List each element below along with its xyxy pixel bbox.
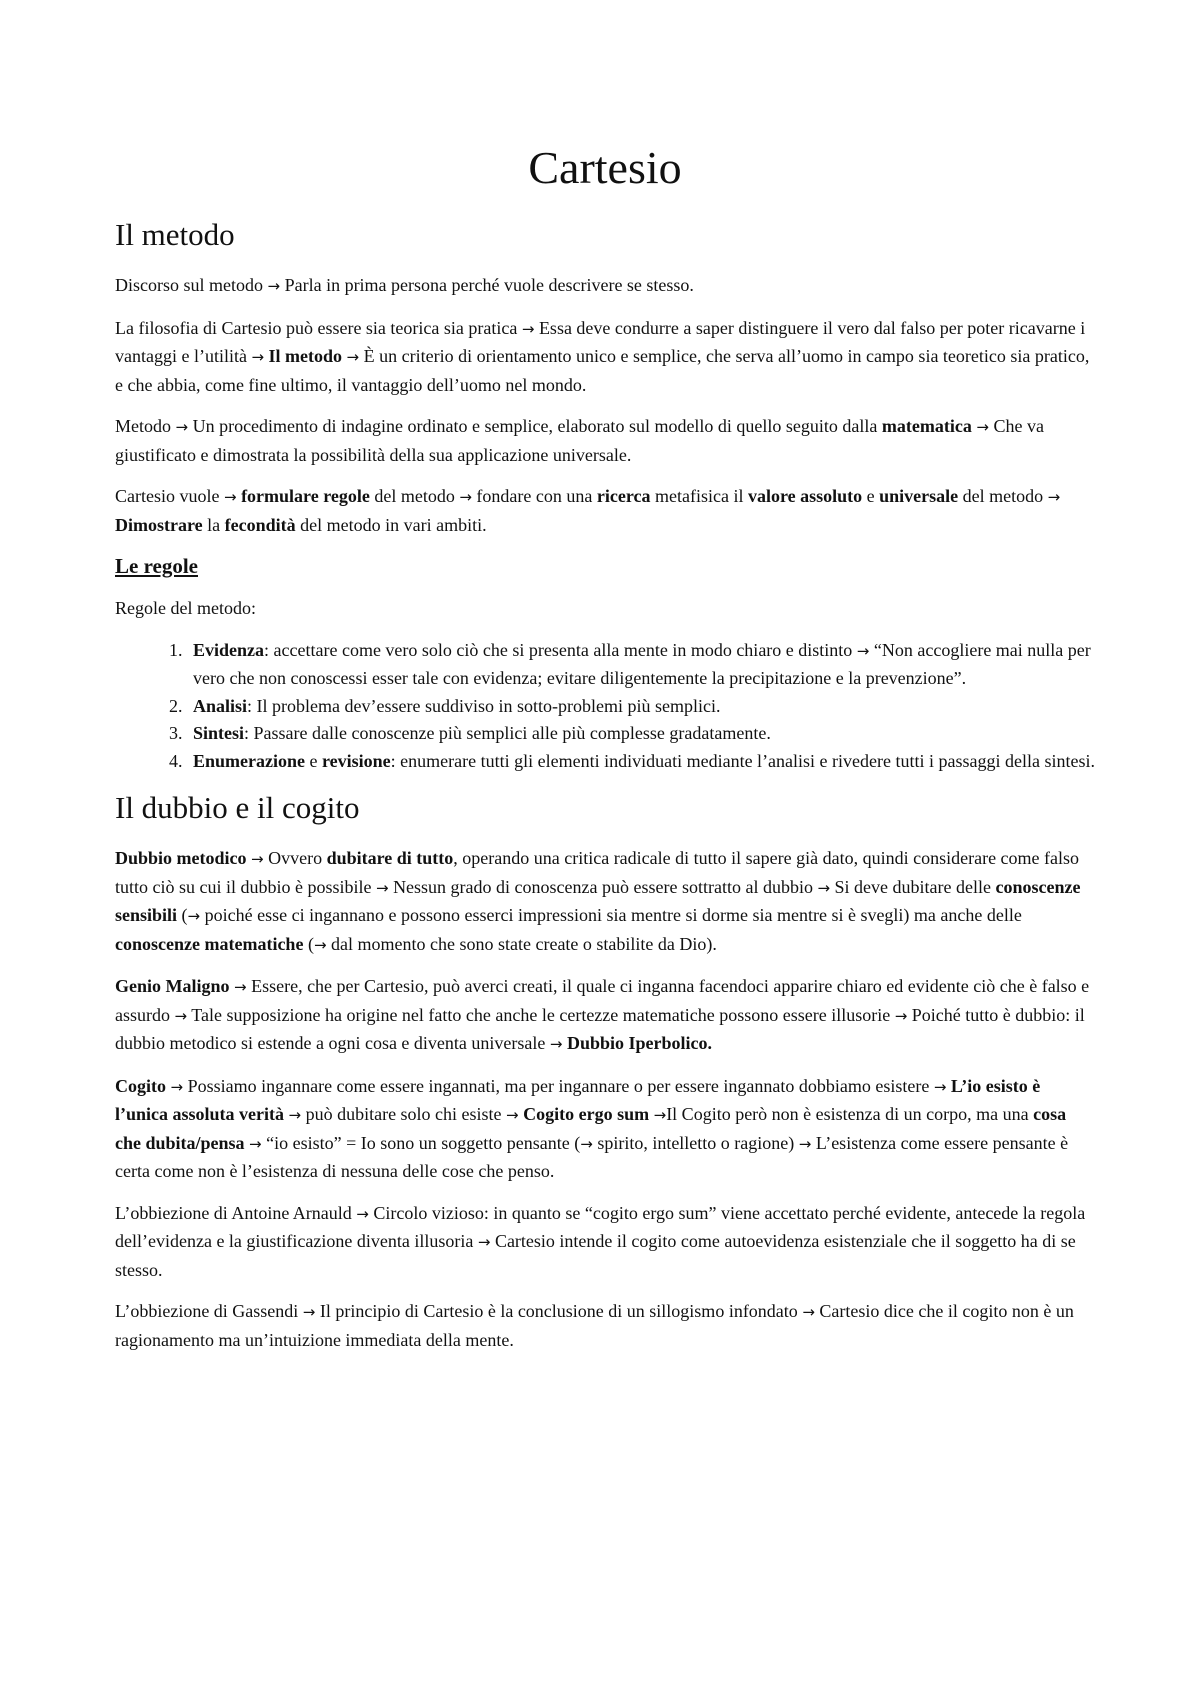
bold-text: Evidenza (193, 639, 265, 660)
text-run: Ovvero (263, 848, 327, 868)
arrow-icon: → (251, 348, 265, 366)
arrow-icon: → (267, 277, 281, 295)
paragraph (115, 1200, 1095, 1285)
text-run: La filosofia di Cartesio può essere sia teorica sia pratica (115, 317, 522, 338)
paragraph (115, 1298, 1095, 1354)
bold-text: Enumerazione (193, 750, 305, 771)
bold-text: Dubbio metodico (115, 848, 247, 868)
bold-text: conoscenze matematiche (115, 933, 304, 954)
arrow-icon: → (234, 978, 247, 996)
text-run: Nessun grado di conoscenza può essere sottratto al dubbio (388, 876, 818, 897)
text-run: Possiamo ingannare come essere ingannati, ma per ingannare o per essere ingannato dobbiamo esistere (183, 1075, 934, 1096)
text-run: ( (177, 905, 188, 925)
text-run: dal momento che sono state create o stabilite da Dio). (326, 933, 717, 954)
bold-text: Analisi (193, 695, 248, 716)
arrow-icon: → (477, 1233, 491, 1251)
text-run: e (305, 750, 322, 771)
section-il-metodo (115, 216, 1095, 539)
bold-text: universale (879, 486, 959, 506)
text-run: Un procedimento di indagine ordinato e semplice, elaborato sul modello di quello seguito dalla (188, 416, 882, 436)
arrow-icon: → (356, 1204, 369, 1223)
arrow-icon: → (302, 1303, 316, 1321)
bold-text: Cogito ergo sum (523, 1104, 650, 1124)
text-run: e (862, 486, 880, 506)
bold-text: Cogito (115, 1075, 166, 1096)
paragraph (115, 483, 1095, 539)
text-run: L’obbiezione di Gassendi (115, 1301, 303, 1321)
text-run: : Il problema dev’essere suddiviso in sotto-problemi più semplici. (247, 695, 721, 716)
bold-text: ricerca (596, 486, 651, 506)
section-heading: Il metodo (115, 217, 235, 252)
section-le-regole (115, 553, 1095, 775)
section-heading: Il dubbio e il cogito (115, 790, 360, 825)
arrow-icon: → (580, 1134, 593, 1153)
text-run: Parla in prima persona perché vuole descrivere se stesso. (280, 275, 694, 295)
text-run: del metodo (369, 486, 460, 506)
list-item (187, 693, 1095, 721)
bold-text: matematica (881, 416, 972, 436)
text-run: Discorso sul metodo (115, 275, 268, 295)
text-run: ( (303, 933, 314, 954)
arrow-icon: → (175, 418, 189, 436)
arrow-icon: → (375, 878, 389, 897)
arrow-icon: → (313, 935, 327, 954)
text-run: “io esisto” = Io sono un soggetto pensante ( (261, 1132, 581, 1153)
paragraph (115, 413, 1095, 469)
arrow-icon: → (798, 1134, 812, 1153)
text-run: Cartesio vuole (115, 486, 224, 506)
bold-text: valore assoluto (747, 486, 863, 506)
bold-text: dubitare di tutto (326, 848, 454, 868)
text-run: può dubitare solo chi esiste (301, 1104, 507, 1124)
paragraph (115, 315, 1095, 400)
paragraph (115, 973, 1095, 1059)
arrow-icon: → (976, 418, 989, 436)
arrow-icon: → (187, 907, 201, 925)
text-run: la (202, 514, 225, 535)
arrow-icon: → (802, 1303, 815, 1321)
text-run: fondare con una (471, 486, 597, 506)
arrow-icon: → (459, 488, 472, 506)
arrow-icon: → (856, 641, 870, 660)
arrow-icon: → (249, 1134, 262, 1153)
text-run: Essere, che per Cartesio, può averci creati, il quale ci inganna facendoci apparire chiaro ed evidente ciò che è falso e assurdo (115, 976, 1090, 1025)
text-run: Il principio di Cartesio è la conclusione di un sillogismo infondato (315, 1301, 803, 1321)
text-run: L’obbiezione di Antoine Arnauld (115, 1202, 357, 1223)
list-item (187, 637, 1095, 693)
arrow-icon: → (894, 1006, 908, 1025)
bold-text: Il metodo (268, 346, 343, 366)
bold-text: L’io esisto è l’unica assoluta verità (115, 1075, 1041, 1124)
arrow-icon: → (506, 1106, 519, 1124)
list-item (187, 720, 1095, 748)
arrow-icon: → (653, 1106, 667, 1124)
arrow-icon: → (251, 850, 264, 868)
bold-text: conoscenze sensibili (115, 876, 1081, 925)
arrow-icon: → (170, 1077, 184, 1096)
document-title: Cartesio (528, 142, 682, 193)
text-run: Si deve dubitare delle (830, 876, 996, 897)
text-run: poiché esse ci ingannano e possono esserci impressioni sia mentre si dorme sia mentre si è svegli) ma anche delle (200, 905, 1022, 925)
arrow-icon: → (223, 488, 237, 506)
paragraph (115, 845, 1095, 959)
text-run: Circolo vizioso: in quanto se “cogito ergo sum” viene accettato perché evidente, antecede la regola dell’evidenza e la giustificazione diventa illusoria (115, 1202, 1086, 1251)
bold-text: Dimostrare (115, 514, 203, 535)
bold-text: Sintesi (193, 723, 245, 743)
list-item (187, 748, 1095, 776)
arrow-icon: → (174, 1006, 188, 1025)
subsection-heading: Le regole (115, 554, 198, 578)
arrow-icon: → (1047, 488, 1061, 506)
text-run: Cartesio intende il cogito come autoevidenza esistenziale che il soggetto ha di se stesso. (115, 1231, 1076, 1280)
arrow-icon: → (521, 319, 535, 338)
arrow-icon: → (549, 1035, 563, 1053)
document-body (115, 140, 1095, 1368)
bold-text: Genio Maligno (115, 976, 230, 996)
section-il-dubbio-e-il-cogito (115, 789, 1095, 1354)
bold-text: Dubbio Iperbolico. (566, 1033, 712, 1053)
bold-text: revisione (322, 750, 391, 771)
arrow-icon: → (288, 1106, 302, 1124)
text-run: spirito, intelletto o ragione) (592, 1132, 799, 1153)
rules-list (115, 637, 1095, 776)
list-intro: Regole del metodo: (115, 598, 256, 618)
arrow-icon: → (346, 348, 360, 366)
text-run: Il Cogito però non è esistenza di un corpo, ma una (666, 1104, 1034, 1124)
text-run: : enumerare tutti gli elementi individuati mediante l’analisi e rivedere tutti i passaggi della sintesi. (390, 750, 1095, 771)
arrow-icon: → (933, 1077, 947, 1096)
text-run: Metodo (115, 416, 176, 436)
paragraph (115, 272, 1095, 301)
text-run: del metodo in vari ambiti. (295, 514, 487, 535)
text-run: Che va giustificato e dimostrata la possibilità della sua applicazione universale. (115, 416, 1044, 465)
text-run: “Non accogliere mai nulla per vero che non conoscessi esser tale con evidenza; evitare diligentemente la precipitazione e la prevenzione”. (193, 639, 1091, 688)
text-run: : accettare come vero solo ciò che si presenta alla mente in modo chiaro e distinto (264, 639, 857, 660)
text-run: L’esistenza come essere pensante è certa come non è l’esistenza di nessuna delle cose che penso. (115, 1132, 1069, 1181)
text-run: Cartesio dice che il cogito non è un ragionamento ma un’intuizione immediata della mente. (115, 1301, 1074, 1350)
bold-text: cosa che dubita/pensa (115, 1104, 1067, 1153)
paragraph (115, 1073, 1095, 1186)
text-run: Tale supposizione ha origine nel fatto che anche le certezze matematiche possono essere illusorie (187, 1004, 895, 1025)
text-run: Poiché tutto è dubbio: il dubbio metodico si estende a ogni cosa e diventa universale (115, 1004, 1085, 1053)
text-run: Essa deve condurre a saper distinguere il vero dal falso per poter ricavarne i vantaggi e l’utilità (115, 317, 1086, 366)
arrow-icon: → (817, 878, 831, 897)
text-run: È un criterio di orientamento unico e semplice, che serva all’uomo in campo sia teoretico sia pratico, e che abbia, come fine ultimo, il vantaggio dell’uomo nel mondo. (115, 346, 1090, 395)
text-run: : Passare dalle conoscenze più semplici alle più complesse gradatamente. (244, 723, 771, 743)
text-run: , operando una critica radicale di tutto il sapere già dato, quindi considerare come falso tutto ciò su cui il dubbio è possibile (115, 848, 1080, 897)
bold-text: fecondità (224, 514, 296, 535)
bold-text: formulare regole (241, 486, 370, 506)
text-run: metafisica il (650, 486, 748, 506)
text-run: del metodo (958, 486, 1048, 506)
